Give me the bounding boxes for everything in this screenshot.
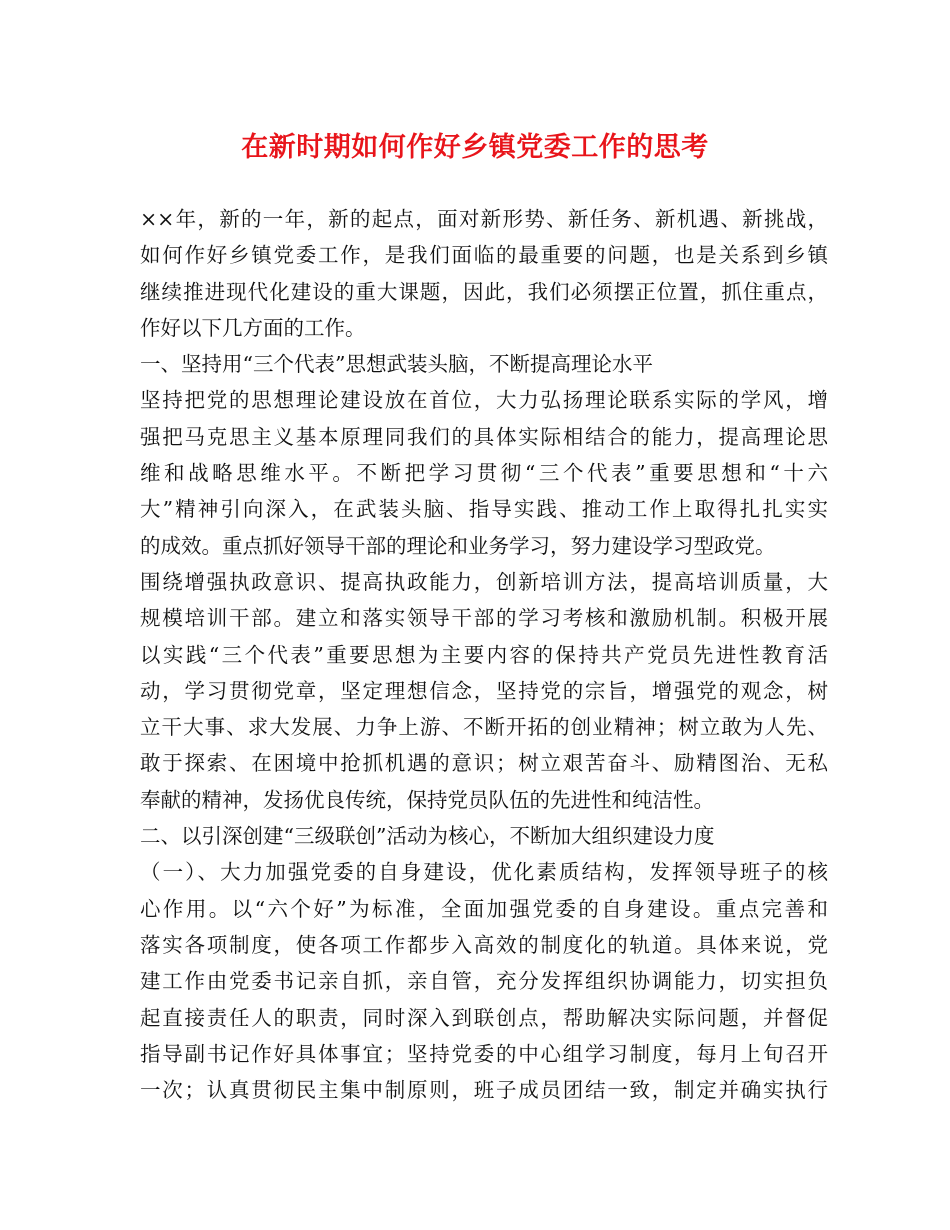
text-line: 规模培训干部。建立和落实领导干部的学习考核和激励机制。积极开展: [140, 606, 828, 631]
text-line: 二、以引深创建“三级联创”活动为核心，不断加大组织建设力度: [140, 824, 715, 849]
text-line: 如何作好乡镇党委工作，是我们面临的最重要的问题，也是关系到乡镇: [140, 243, 828, 268]
text-line: 一次；认真贯彻民主集中制原则，班子成员团结一致，制定并确实执行: [140, 1078, 828, 1103]
text-line: 一、坚持用“三个代表”思想武装头脑，不断提高理论水平: [140, 352, 653, 377]
document-body: [140, 201, 828, 1108]
text-line: 奉献的精神，发扬优良传统，保持党员队伍的先进性和纯洁性。: [140, 787, 714, 812]
text-line: 落实各项制度，使各项工作都步入高效的制度化的轨道。具体来说，党: [140, 932, 828, 957]
text-line: （一）、大力加强党委的自身建设，优化素质结构，发挥领导班子的核: [140, 860, 828, 885]
text-line: 强把马克思主义基本原理同我们的具体实际相结合的能力，提高理论思: [140, 424, 828, 449]
text-line: 建工作由党委书记亲自抓，亲自管，充分发挥组织协调能力，切实担负: [140, 969, 828, 994]
text-line: 指导副书记作好具体事宜；坚持党委的中心组学习制度，每月上旬召开: [140, 1041, 828, 1066]
text-line: 心作用。以“六个好”为标准，全面加强党委的自身建设。重点完善和: [140, 896, 828, 921]
text-line: 维和战略思维水平。不断把学习贯彻“三个代表”重要思想和“十六: [140, 461, 828, 486]
text-line: 动，学习贯彻党章，坚定理想信念，坚持党的宗旨，增强党的观念，树: [140, 678, 828, 703]
text-line: 起直接责任人的职责，同时深入到联创点，帮助解决实际问题，并督促: [140, 1005, 828, 1030]
text-line: 敢于探索、在困境中抢抓机遇的意识；树立艰苦奋斗、励精图治、无私: [140, 751, 828, 776]
text-line: 坚持把党的思想理论建设放在首位，大力弘扬理论联系实际的学风，增: [140, 388, 828, 413]
text-line: 立干大事、求大发展、力争上游、不断开拓的创业精神；树立敢为人先、: [140, 715, 828, 740]
document-title: 在新时期如何作好乡镇党委工作的思考: [241, 132, 709, 163]
text-line: 继续推进现代化建设的重大课题，因此，我们必须摆正位置，抓住重点，: [140, 279, 828, 304]
text-line: 以实践“三个代表”重要思想为主要内容的保持共产党员先进性教育活: [140, 642, 828, 667]
text-line: ××年，新的一年，新的起点，面对新形势、新任务、新机遇、新挑战，: [140, 207, 828, 231]
text-line: 作好以下几方面的工作。: [140, 315, 366, 340]
text-line: 大”精神引向深入，在武装头脑、指导实践、推动工作上取得扎扎实实: [140, 497, 828, 522]
text-line: 的成效。重点抓好领导干部的理论和业务学习，努力建设学习型政党。: [140, 533, 776, 558]
text-line: 围绕增强执政意识、提高执政能力，创新培训方法，提高培训质量，大: [140, 569, 828, 594]
